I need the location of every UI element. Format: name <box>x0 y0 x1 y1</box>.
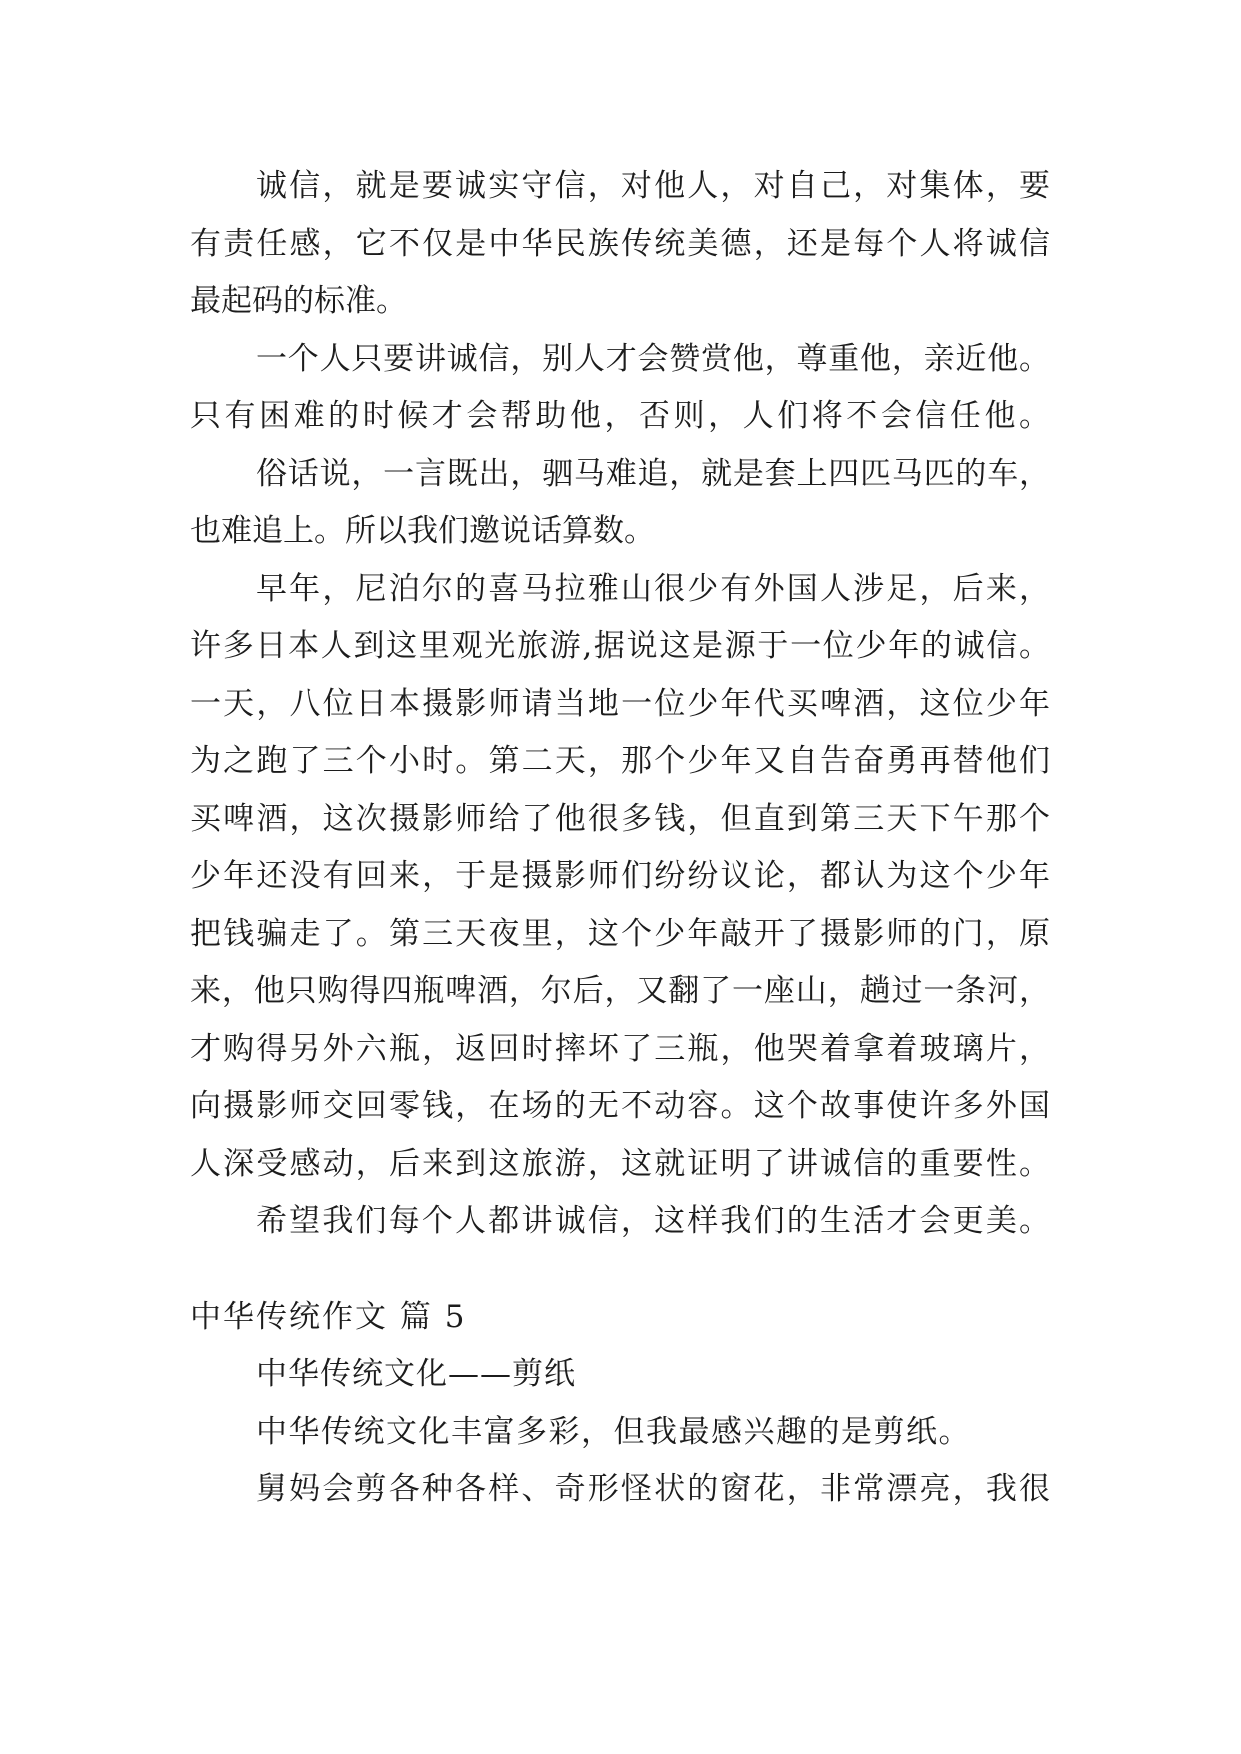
paragraph-line: 才购得另外六瓶，返回时摔坏了三瓶，他哭着拿着玻璃片， <box>190 1030 1050 1067</box>
paragraph-line: 一天，八位日本摄影师请当地一位少年代买啤酒，这位少年 <box>190 685 1050 722</box>
paragraph-line: 最起码的标准。 <box>190 283 407 319</box>
paragraph-line: 为之跑了三个小时。第二天，那个少年又自告奋勇再替他们 <box>190 743 1050 779</box>
section-spacer <box>190 1251 1050 1289</box>
paragraph-line: 只有困难的时候才会帮助他，否则，人们将不会信任他。 <box>190 398 1050 434</box>
paragraph-line: 一个人只要讲诚信，别人才会赞赏他，尊重他，亲近他。 <box>256 340 1050 377</box>
paragraph-line: 许多日本人到这里观光旅游,据说这是源于一位少年的诚信。 <box>190 628 1050 664</box>
paragraph-line: 来，他只购得四瓶啤酒，尔后，又翻了一座山，趟过一条河， <box>190 973 1050 1009</box>
paragraph-line: 人深受感动，后来到这旅游，这就证明了讲诚信的重要性。 <box>190 1145 1050 1182</box>
paragraph-line: 有责任感，它不仅是中华民族传统美德，还是每个人将诚信 <box>190 225 1050 262</box>
paragraph-line: 少年还没有回来，于是摄影师们纷纷议论，都认为这个少年 <box>190 858 1050 894</box>
paragraph-line: 也难追上。所以我们邀说话算数。 <box>190 513 655 549</box>
paragraph-line: 向摄影师交回零钱，在场的无不动容。这个故事使许多外国 <box>190 1088 1050 1124</box>
paragraph-line: 俗话说，一言既出，驷马难追，就是套上四匹马匹的车， <box>256 455 1050 492</box>
section-heading: 中华传统作文 篇 5 <box>190 1298 467 1335</box>
paragraph-line: 舅妈会剪各种各样、奇形怪状的窗花，非常漂亮，我很 <box>256 1471 1050 1507</box>
paragraph-line: 早年，尼泊尔的喜马拉雅山很少有外国人涉足，后来， <box>256 570 1050 607</box>
essay-subtitle: 中华传统文化——剪纸 <box>256 1356 576 1392</box>
paragraph-line: 把钱骗走了。第三天夜里，这个少年敲开了摄影师的门，原 <box>190 915 1050 952</box>
paragraph-line: 买啤酒，这次摄影师给了他很多钱，但直到第三天下午那个 <box>190 800 1050 837</box>
paragraph-line: 诚信，就是要诚实守信，对他人，对自己，对集体，要 <box>256 168 1050 204</box>
paragraph-line: 希望我们每个人都讲诚信，这样我们的生活才会更美。 <box>256 1203 1050 1239</box>
document-body <box>190 158 1050 1519</box>
paragraph-line: 中华传统文化丰富多彩，但我最感兴趣的是剪纸。 <box>256 1413 971 1450</box>
